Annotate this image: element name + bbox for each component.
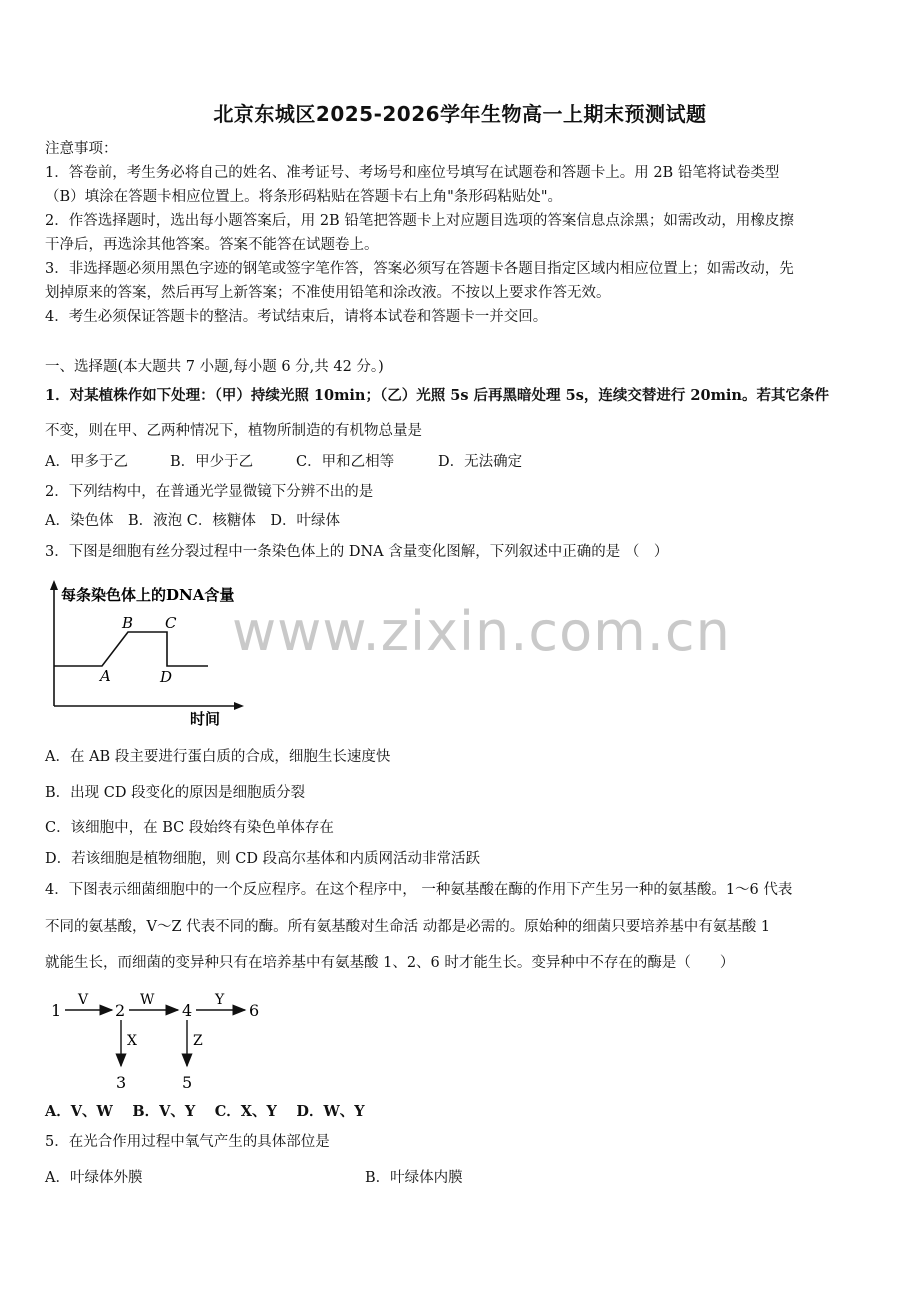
amino-acid-3: 3 bbox=[116, 1073, 127, 1092]
q4-text-cont: 不同的氨基酸，V～Z 代表不同的酶。所有氨基酸对生命活 动都是必需的。原始种的细菌只要培养基中有氨基酸 1 bbox=[45, 919, 771, 935]
amino-acid-4: 4 bbox=[182, 1001, 193, 1020]
section-heading: 一、选择题(本大题共 7 小题,每小题 6 分,共 42 分。) bbox=[45, 359, 384, 375]
notice-line: 4．考生必须保证答题卡的整洁。考试结束后，请将本试卷和答题卡一并交回。 bbox=[45, 309, 548, 325]
q1-option-a: A．甲多于乙 bbox=[45, 454, 128, 470]
q5-option-a: A．叶绿体外膜 bbox=[45, 1170, 143, 1186]
notice-line: （B）填涂在答题卡相应位置上。将条形码粘贴在答题卡右上角"条形码粘贴处"。 bbox=[45, 189, 562, 205]
q4-text: 4．下图表示细菌细胞中的一个反应程序。在这个程序中， 一种氨基酸在酶的作用下产生另一种的氨基酸。1～6 代表 bbox=[45, 882, 793, 898]
q1-text-cont: 不变，则在甲、乙两种情况下，植物所制造的有机物总量是 bbox=[45, 423, 422, 439]
q1-option-d: D．无法确定 bbox=[438, 454, 523, 470]
page-title: 北京东城区2025-2026学年生物高一上期末预测试题 bbox=[213, 102, 707, 126]
enzyme-z: Z bbox=[193, 1033, 203, 1049]
notice-line: 3．非选择题必须用黑色字迹的钢笔或签字笔作答，答案必须写在答题卡各题目指定区域内相应位置上；如需改动，先 bbox=[45, 261, 794, 277]
q5-text: 5．在光合作用过程中氧气产生的具体部位是 bbox=[45, 1134, 330, 1150]
enzyme-w: W bbox=[140, 992, 155, 1008]
q3-option-c: C．该细胞中，在 BC 段始终有染色单体存在 bbox=[45, 820, 334, 836]
y-axis-label: 每条染色体上的DNA含量 bbox=[61, 586, 235, 604]
watermark: www.zixin.com.cn bbox=[232, 600, 731, 663]
notice-line: 2．作答选择题时，选出每小题答案后，用 2B 铅笔把答题卡上对应题目选项的答案信息点涂黑；如需改动，用橡皮擦 bbox=[45, 213, 794, 229]
q3-option-a: A．在 AB 段主要进行蛋白质的合成，细胞生长速度快 bbox=[45, 749, 391, 765]
point-label-c: C bbox=[165, 614, 177, 632]
enzyme-y: Y bbox=[215, 992, 225, 1008]
q3-text: 3．下图是细胞有丝分裂过程中一条染色体上的 DNA 含量变化图解，下列叙述中正确的是 （ ） bbox=[45, 544, 669, 560]
q5-option-b: B．叶绿体内膜 bbox=[365, 1170, 463, 1186]
notice-line: 1．答卷前，考生务必将自己的姓名、准考证号、考场号和座位号填写在试题卷和答题卡上。用 2B 铅笔将试卷类型 bbox=[45, 165, 780, 181]
q1-option-c: C．甲和乙相等 bbox=[296, 454, 395, 470]
amino-acid-6: 6 bbox=[249, 1001, 260, 1020]
reaction-pathway-diagram bbox=[45, 988, 275, 1094]
point-label-b: B bbox=[122, 614, 134, 632]
q1-option-b: B．甲少于乙 bbox=[170, 454, 254, 470]
notice-line: 划掉原来的答案，然后再写上新答案；不准使用铅笔和涂改液。不按以上要求作答无效。 bbox=[45, 285, 611, 301]
q2-options: A．染色体 B．液泡 C．核糖体 D．叶绿体 bbox=[45, 513, 340, 529]
dna-curve bbox=[54, 632, 208, 666]
x-axis-label: 时间 bbox=[190, 710, 221, 728]
amino-acid-1: 1 bbox=[51, 1001, 62, 1020]
enzyme-x: X bbox=[127, 1033, 137, 1049]
q3-option-d: D．若该细胞是植物细胞，则 CD 段高尔基体和内质网活动非常活跃 bbox=[45, 851, 481, 867]
notice-heading: 注意事项： bbox=[45, 141, 118, 157]
q4-options: A．V、W B．V、Y C．X、Y D．W、Y bbox=[45, 1103, 365, 1120]
q3-option-b: B．出现 CD 段变化的原因是细胞质分裂 bbox=[45, 785, 306, 801]
q1-text: 1．对某植株作如下处理：（甲）持续光照 10min；（乙）光照 5s 后再黑暗处理 5s，连续交替进行 20min。若其它条件 bbox=[45, 387, 829, 404]
x-axis-arrow bbox=[234, 702, 244, 710]
amino-acid-2: 2 bbox=[115, 1001, 126, 1020]
q4-text-cont: 就能生长，而细菌的变异种只有在培养基中有氨基酸 1、2、6 时才能生长。变异种中不存在的酶是（ ） bbox=[45, 955, 735, 971]
y-axis-arrow bbox=[50, 580, 58, 590]
point-label-d: D bbox=[160, 668, 173, 686]
enzyme-v: V bbox=[78, 992, 89, 1008]
amino-acid-5: 5 bbox=[182, 1073, 193, 1092]
point-label-a: A bbox=[100, 667, 111, 685]
notice-line: 干净后，再选涂其他答案。答案不能答在试题卷上。 bbox=[45, 237, 379, 253]
q2-text: 2．下列结构中，在普通光学显微镜下分辨不出的是 bbox=[45, 484, 374, 500]
